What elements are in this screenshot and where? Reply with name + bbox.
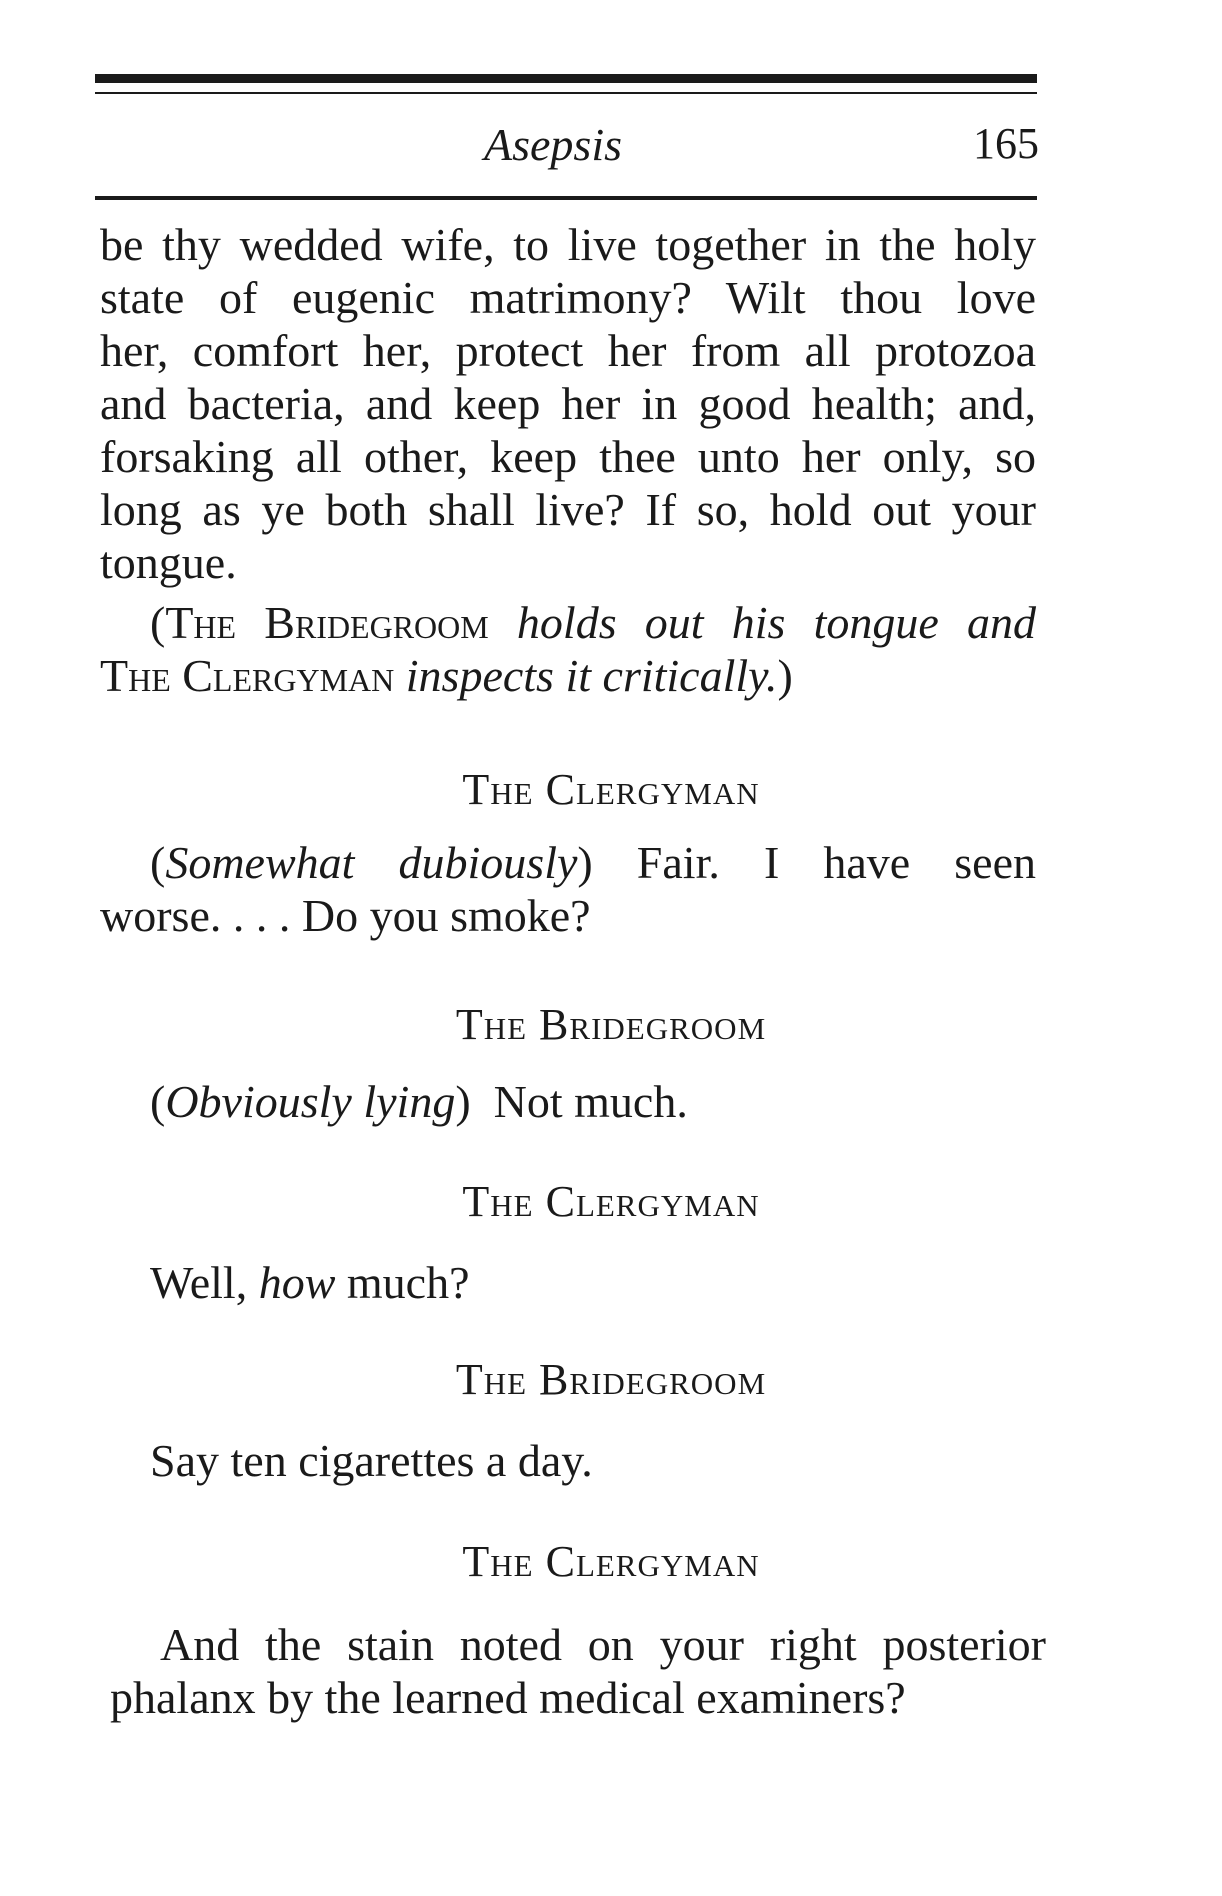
speech-text: Fair. I have seen (636, 837, 1036, 888)
top-thick-rule (95, 74, 1037, 83)
speech-text: phalanx by the learned medical examiners? (110, 1672, 906, 1723)
speaker-heading: The Clergyman (462, 1177, 760, 1226)
speaker-heading: The Bridegroom (455, 1000, 767, 1049)
paragraph-line: her, comfort her, protect her from all protozoa (100, 325, 1036, 376)
stage-direction-inline: Obviously lying (165, 1076, 456, 1127)
speech-text: worse. . . . Do you smoke? (100, 890, 591, 941)
running-title: Asepsis (484, 119, 622, 170)
speaker-heading: The Bridegroom (455, 1355, 767, 1404)
speaker-heading: The Clergyman (462, 1537, 760, 1586)
character-name: The Bridegroom (165, 597, 489, 648)
close-paren: ) (777, 650, 793, 701)
stage-direction-inline: Somewhat dubiously (165, 837, 578, 888)
open-paren: ( (150, 597, 166, 648)
speech-block (110, 1618, 1046, 1724)
stage-direction (100, 596, 1036, 702)
speech-block: (Somewhat dubiously) Fair. I have seen worse. . . . Do you smoke? (100, 837, 1036, 941)
paragraph-line: state of eugenic matrimony? Wilt thou love (100, 272, 1036, 323)
emphasis: how (258, 1257, 336, 1308)
speaker-heading: The Clergyman (462, 765, 760, 814)
paragraph-line: forsaking all other, keep thee unto her only, so (100, 431, 1036, 482)
header-rule (95, 196, 1037, 200)
character-name: The Clergyman (100, 650, 395, 701)
paragraph-line: be thy wedded wife, to live together in the holy (100, 219, 1036, 270)
speech-text: And the stain noted on your right posterior (160, 1619, 1046, 1670)
speech-text: Not much. (493, 1076, 688, 1127)
speech-block (100, 1434, 1036, 1487)
speech-block: (Obviously lying) Not much. (150, 1076, 688, 1127)
stage-action: holds out his tongue and (516, 597, 1037, 648)
top-thin-rule (95, 92, 1037, 94)
paragraph-continued (100, 218, 1036, 589)
page-number: 165 (973, 119, 1039, 168)
paragraph-line: long as ye both shall live? If so, hold out your (100, 484, 1036, 535)
paragraph-line: tongue. (100, 537, 237, 588)
stage-action: inspects it critically. (405, 650, 778, 701)
speech-text: Say ten cigarettes a day. (150, 1435, 593, 1486)
speech-block: Well, how much? (150, 1257, 470, 1308)
paragraph-line: and bacteria, and keep her in good health; and, (100, 378, 1036, 429)
